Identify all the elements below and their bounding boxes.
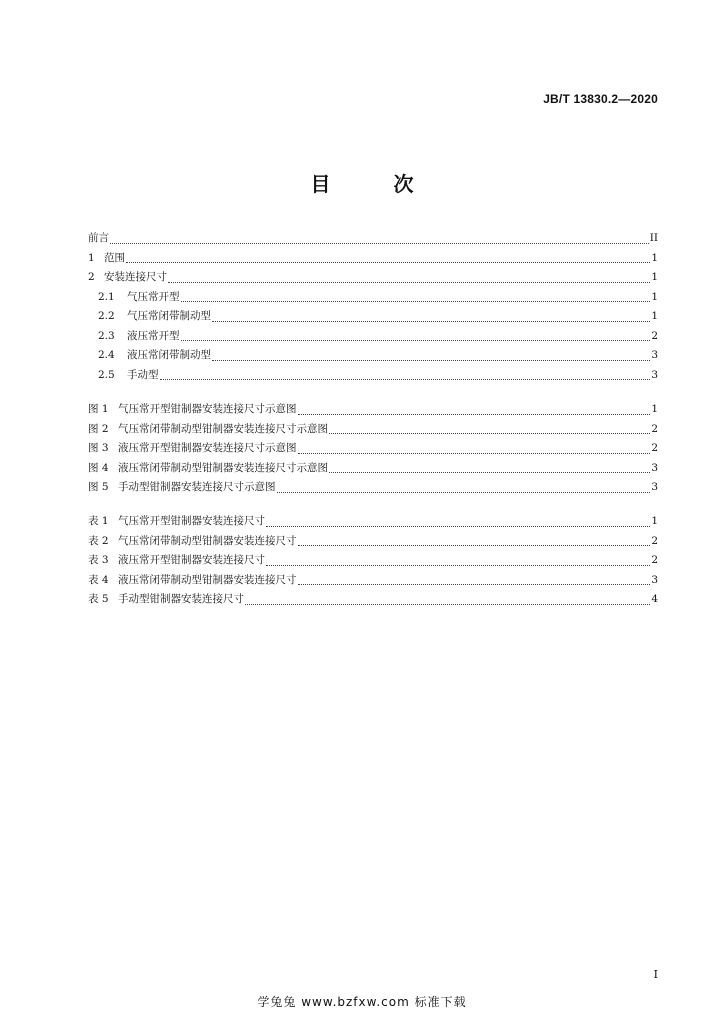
toc-entry-number: 2.4 [98, 349, 115, 361]
toc-entry-label: 安装连接尺寸 [104, 271, 167, 283]
toc-entry-label: 气压常开型 [127, 290, 180, 303]
toc-entry-page: 2 [651, 554, 658, 566]
toc-entry-page: 2 [651, 329, 658, 342]
toc-table-1[interactable] [88, 512, 658, 532]
toc-entry-label: 气压常开型钳制器安装连接尺寸示意图 [118, 403, 297, 415]
toc-entry-page: 3 [651, 461, 658, 474]
toc-entry-installation-dimensions[interactable] [88, 268, 658, 288]
toc-table-4[interactable] [88, 571, 658, 591]
toc-entry-label: 液压常闭带制动型钳制器安装连接尺寸示意图 [118, 461, 328, 474]
toc-figure-5[interactable] [88, 478, 658, 498]
toc-entry-label: 液压常开型 [127, 329, 180, 342]
toc-entry-label: 手动型 [127, 368, 159, 381]
toc-entry-label: 液压常开型钳制器安装连接尺寸 [118, 554, 265, 566]
toc-figure-2[interactable] [88, 420, 658, 440]
toc-entry-2-1[interactable] [88, 288, 658, 308]
page-title: 目 次 [310, 172, 442, 196]
footer-watermark: 学兔兔 www.bzfxw.com 标准下载 [257, 995, 467, 1009]
toc-entry-label: 气压常闭带制动型钳制器安装连接尺寸 [118, 534, 297, 547]
toc-entry-number: 图 5 [88, 481, 109, 493]
leader-dots [266, 564, 650, 566]
leader-dots [329, 432, 650, 434]
toc-entry-scope[interactable] [88, 249, 658, 269]
toc-entry-number: 2.3 [98, 329, 115, 342]
toc-entry-page: 2 [651, 534, 658, 547]
toc-tables [88, 512, 658, 610]
leader-dots [329, 471, 650, 473]
toc-entry-number: 2.2 [98, 310, 115, 322]
leader-dots [298, 413, 651, 415]
toc-entry-page: 1 [651, 515, 658, 527]
leader-dots [181, 300, 651, 302]
toc-entry-2-3[interactable] [88, 327, 658, 347]
toc-entry-page: 2 [651, 442, 658, 454]
toc-entry-number: 图 2 [88, 422, 109, 435]
toc-entry-number: 表 2 [88, 534, 109, 547]
toc-figures [88, 400, 658, 498]
toc-entry-2-2[interactable] [88, 307, 658, 327]
toc-entry-page: 1 [651, 290, 658, 303]
toc-entry-page: 1 [651, 271, 658, 283]
toc-entry-page: 3 [651, 349, 658, 361]
toc-figure-1[interactable] [88, 400, 658, 420]
toc-entry-label: 液压常闭带制动型钳制器安装连接尺寸 [118, 573, 297, 586]
toc-entry-label: 手动型钳制器安装连接尺寸示意图 [118, 481, 276, 493]
toc-entry-label: 气压常闭带制动型钳制器安装连接尺寸示意图 [118, 422, 328, 435]
toc-figure-4[interactable] [88, 459, 658, 479]
leader-dots [298, 544, 651, 546]
toc-figure-3[interactable] [88, 439, 658, 459]
toc-entry-number: 表 1 [88, 515, 109, 527]
leader-dots [212, 320, 650, 322]
toc-entry-page: 1 [651, 310, 658, 322]
standard-code: JB/T 13830.2—2020 [543, 92, 658, 106]
toc-entry-label: 液压常闭带制动型 [127, 349, 211, 361]
toc-table-3[interactable] [88, 551, 658, 571]
toc-entry-number: 图 3 [88, 442, 109, 454]
toc-entry-page: II [649, 232, 658, 244]
toc-entry-page: 3 [651, 573, 658, 586]
toc-entry-label: 液压常开型钳制器安装连接尺寸示意图 [118, 442, 297, 454]
leader-dots [277, 491, 651, 493]
toc-entry-number: 表 5 [88, 593, 109, 605]
toc-entry-page: 3 [651, 368, 658, 381]
toc-entry-foreword[interactable] [88, 229, 658, 249]
page-number: I [653, 968, 658, 981]
toc-entry-number: 2.1 [98, 290, 115, 303]
toc-entry-label: 手动型钳制器安装连接尺寸 [118, 593, 244, 605]
toc-entry-2-5[interactable] [88, 366, 658, 386]
toc-entry-number: 2 [88, 271, 95, 283]
toc-entry-label: 气压常开型钳制器安装连接尺寸 [118, 515, 265, 527]
toc-entry-number: 图 4 [88, 461, 109, 474]
leader-dots [212, 359, 650, 361]
toc-sections [88, 229, 658, 385]
leader-dots [181, 339, 651, 341]
toc-entry-2-4[interactable] [88, 346, 658, 366]
toc-entry-label: 范围 [104, 251, 125, 264]
leader-dots [168, 281, 650, 283]
toc-entry-page: 1 [651, 251, 658, 264]
toc-entry-page: 3 [651, 481, 658, 493]
toc-entry-page: 4 [651, 593, 658, 605]
leader-dots [298, 583, 651, 585]
toc-entry-number: 2.5 [98, 368, 115, 381]
leader-dots [266, 525, 650, 527]
leader-dots [160, 378, 651, 380]
toc-table-2[interactable] [88, 532, 658, 552]
leader-dots [126, 261, 650, 263]
leader-dots [298, 452, 651, 454]
toc-table-5[interactable] [88, 590, 658, 610]
toc-entry-number: 图 1 [88, 403, 109, 415]
toc-entry-label: 气压常闭带制动型 [127, 310, 211, 322]
toc-entry-page: 2 [651, 422, 658, 435]
toc-entry-number: 表 4 [88, 573, 109, 586]
toc-entry-label: 前言 [88, 232, 109, 244]
leader-dots [110, 242, 649, 244]
leader-dots [245, 603, 650, 605]
toc-entry-page: 1 [651, 403, 658, 415]
toc-entry-number: 表 3 [88, 554, 109, 566]
toc-entry-number: 1 [88, 251, 95, 264]
